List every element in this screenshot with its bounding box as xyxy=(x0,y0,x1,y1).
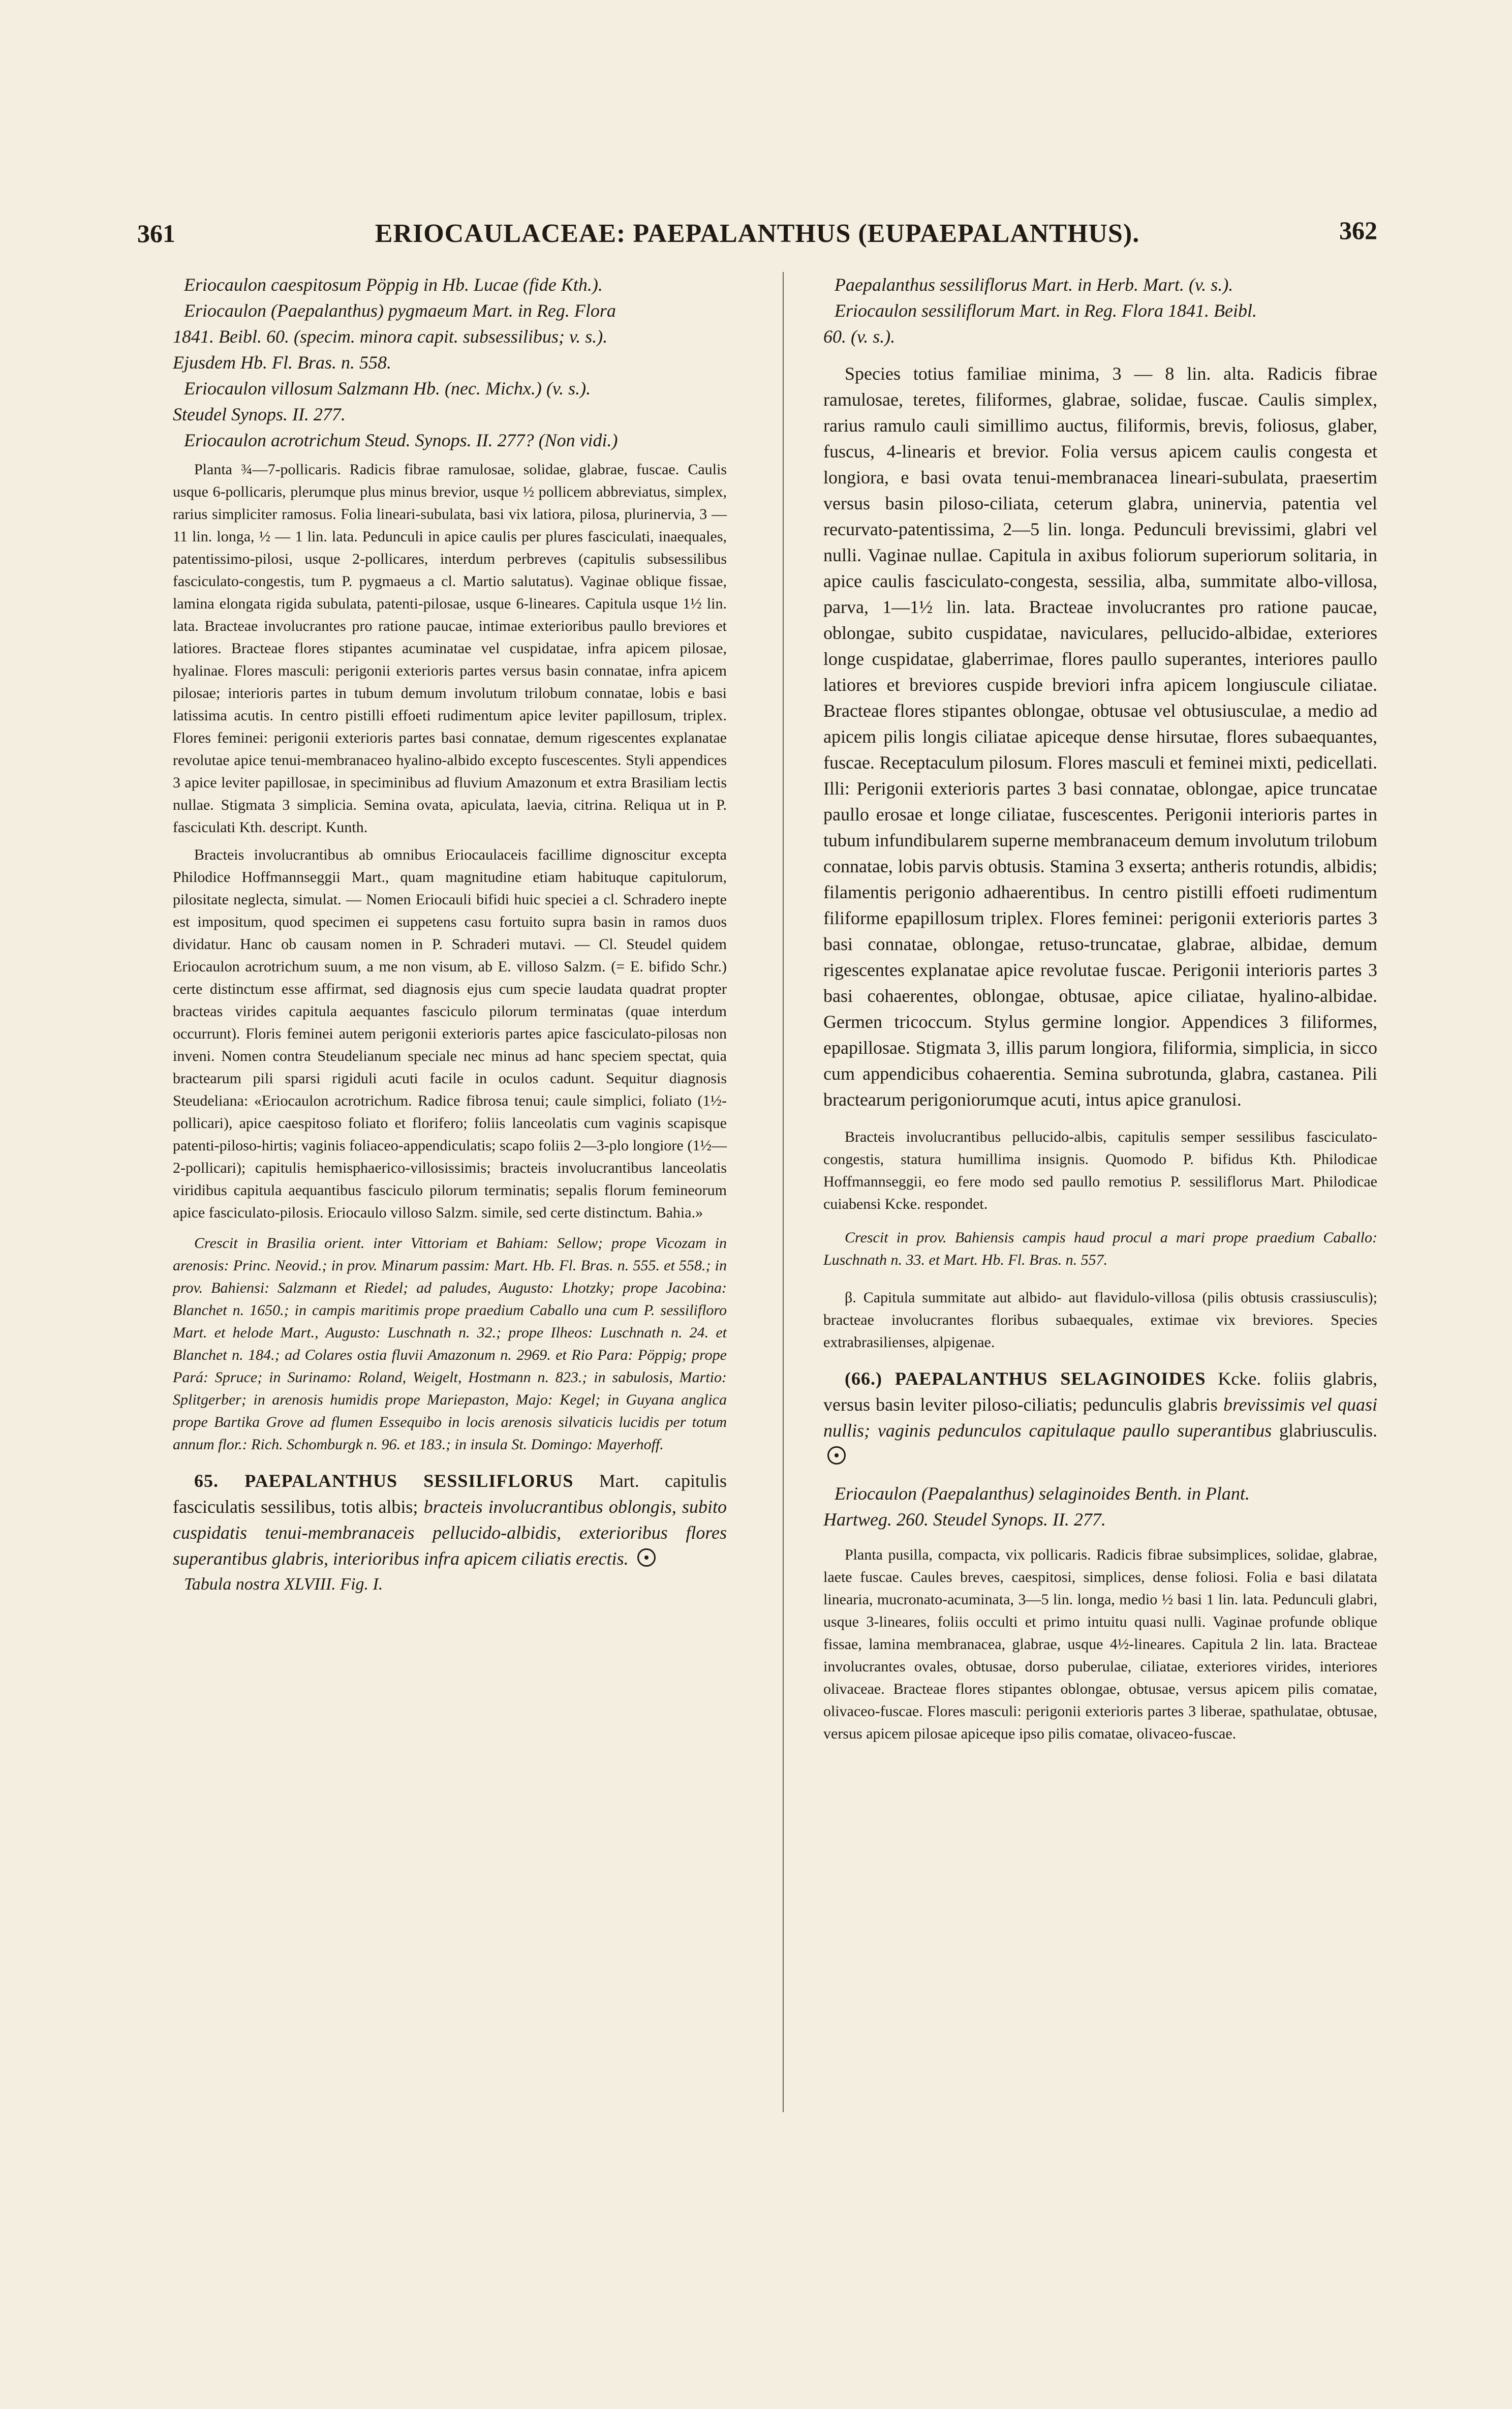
synonym-line: Paepalanthus sessiliflorus Mart. in Herb. Mart. (v. s.). xyxy=(835,275,1233,295)
perennial-symbol-icon xyxy=(827,1446,846,1465)
running-title: ERIOCAULACEAE: PAEPALANTHUS (EUPAEPALANTHUS). xyxy=(375,219,1140,248)
species-diagnosis-italic: brevissimis vel quasi nullis; vaginis pedunculos capitulaque paullo superantibus xyxy=(823,1394,1377,1441)
species-author: Mart. xyxy=(599,1471,639,1491)
locality-paragraph: Crescit in Brasilia orient. inter Vittoriam et Bahiam: Sellow; prope Vicozam in arenosis: Princ. Neovid.; in prov. Minarum passim: Mart. Hb. Fl. Bras. n. 555. et 558.; in prov. Bahiensi: Salzmann et Riedel; ad paludes, Augusto: Lhotzky; prope Jacobina: Blanchet n. 1650.; in campis maritimis prope praedium Caballo una cum P. sessilifloro Mart. et helode Mart., Augusto: Luschnath n. 32.; prope Ilheos: Luschnath n. 24. et Blanchet n. 184.; ad Colares ostia fluvii Amazonum n. 2969. et Rio Para: Pöppig; prope Pará: Spruce; in Surinamo: Roland, Weigelt, Hostmann n. 823.; in sabulosis, Martio: Splitgerber; in arenosis humidis prope Mariepaston, Majo: Kegel; in Guyana anglica prope Bartika Grove ad flumen Essequibo in locis arenosis silvaticis lucidis per totum annum flor.: Rich. Schomburgk n. 96. et 183.; in insula St. Domingo: Mayerhoff. xyxy=(173,1235,727,1453)
species-diagnosis: foliis glabris, versus basin leviter piloso-ciliatis; pedunculis glabris xyxy=(823,1368,1378,1415)
species-description: Planta pusilla, compacta, vix pollicaris. Radicis fibrae subsimplices, solidae, glabrae, laete fuscae. Caules breves, caespitosi, simplices, dense foliosi. Folia e basi dilatata linearia, mucronato-acuminata, 3—5 lin. longa, medio ½ basi 1 lin. lata. Pedunculi glabri, usque 3-lineares, foliis occulti et primo intuitu quasi nulli. Vaginae profunde oblique fissae, lamina membranacea, glabrae, usque 4½-lineares. Capitula 2 lin. lata. Bracteae involucrantes ovales, obtusae, dorso puberulae, ciliatae, exteriores virides, interiores olivaceae. Bracteae flores stipantes oblongae, obtusae, versus apicem pilis comatae, olivaceo-fuscae. Flores masculi: perigonii exterioris partes 3 liberae, spathulatae, obtusae, versus apicem pilosae apiceque ipso pilis comatae, olivaceo-fuscae. xyxy=(823,1546,1377,1742)
species-heading-65 xyxy=(173,1468,727,1572)
species-name: 65. PAEPALANTHUS SESSILIFLORUS xyxy=(194,1471,574,1491)
species-author: Kcke. xyxy=(1218,1368,1261,1389)
species-description: Planta ¾—7-pollicaris. Radicis fibrae ramulosae, solidae, glabrae, fuscae. Caulis usque 6-pollicaris, plerumque plus minus brevior, usque ½ pollicem abbreviatus, simplex, rarius simpliciter ramosus. Folia lineari-subulata, basi vix latiora, pilosa, plurinervia, 3 — 11 lin. longa, ½ — 1 lin. lata. Pedunculi in apice caulis per plures fasciculati, inaequales, patentissimo-pilosi, usque 2-pollicares, interdum perbreves (capitulis subsessilibus fasciculato-congestis, tum P. pygmaeus a cl. Martio salutatus). Vaginae oblique fissae, lamina elongata rigida subulata, patenti-pilosae, usque 6-lineares. Capitula usque 1½ lin. lata. Bracteae involucrantes pro ratione paucae, intimae exterioribus paullo breviores et latiores. Bracteae flores stipantes acuminatae vel cuspidatae, infra apicem pilosae, hyalinae. Flores masculi: perigonii exterioris partes versus basin connatae, infra apicem pilosae; interioris partes in tubum demum involutum trilobum connatae, lobis e basi latissima acutis. In centro pistilli effoeti rudimentum apice leviter papillosum, triplex. Flores feminei: perigonii exterioris partes basi connatae, demum rigescentes explanatae revolutae apice tenui-membranaceo hyalino-albido excepto fuscescentes. Styli appendices 3 apice leviter papillosae, in speciminibus ad fluvium Amazonum et extra Brasiliam lectis nullae. Stigmata 3 simplicia. Semina ovata, apiculata, laevia, citrina. Reliqua ut in P. fasciculati Kth. descript. Kunth. xyxy=(173,461,727,836)
right-column xyxy=(823,272,1377,1745)
column-divider xyxy=(783,272,784,2112)
synonym-line: 1841. Beibl. 60. (specim. minora capit. subsessilibus; v. s.). xyxy=(173,326,608,347)
synonym-line: Eriocaulon caespitosum Pöppig in Hb. Lucae (fide Kth.). xyxy=(184,275,603,295)
left-column xyxy=(173,272,727,1597)
locality-paragraph: Crescit in prov. Bahiensis campis haud procul a mari prope praedium Caballo: Luschnath n. 33. et Mart. Hb. Fl. Bras. n. 557. xyxy=(823,1229,1377,1268)
page-number-right: 362 xyxy=(1339,216,1377,245)
synonym-line: Eriocaulon sessiliflorum Mart. in Reg. Flora 1841. Beibl. xyxy=(835,300,1257,321)
synonym-line: Ejusdem Hb. Fl. Bras. n. 558. xyxy=(173,352,391,373)
synonym-line: Steudel Synops. II. 277. xyxy=(173,404,346,424)
synonym-line: Eriocaulon (Paepalanthus) selaginoides Benth. in Plant. xyxy=(835,1483,1250,1504)
species-diagnosis: capitulis fasciculatis sessilibus, totis albis; xyxy=(173,1471,727,1517)
species-heading-66 xyxy=(823,1366,1377,1470)
species-diagnosis-end: glabriusculis. xyxy=(1279,1420,1377,1441)
perennial-symbol-icon xyxy=(637,1548,656,1567)
species-diagnosis-italic: bracteis involucrantibus oblongis, subito cuspidatis tenui-membranaceis pellucido-albidis, exterioribus flores superantibus glabris, interioribus infra apicem ciliatis erectis. xyxy=(173,1497,727,1569)
observation-paragraph: Bracteis involucrantibus pellucido-albis, capitulis semper sessilibus fasciculato-congestis, statura humillima insignis. Quomodo P. bifidus Kth. Philodicae Hoffmannseggii, eo fere modo sed paullo remotius P. sessiliflorus Mart. Philodicae cuiabensi Kcke. respondet. xyxy=(823,1129,1377,1212)
synonym-line: Eriocaulon villosum Salzmann Hb. (nec. Michx.) (v. s.). xyxy=(184,378,591,399)
page-number-left: 361 xyxy=(137,219,175,248)
page-header xyxy=(137,216,1377,259)
species-name: (66.) PAEPALANTHUS SELAGINOIDES xyxy=(845,1368,1206,1389)
plate-reference: Tabula nostra XLVIII. Fig. I. xyxy=(184,1575,383,1594)
synonym-line: 60. (v. s.). xyxy=(823,326,896,347)
synonym-line: Eriocaulon (Paepalanthus) pygmaeum Mart. in Reg. Flora xyxy=(184,300,616,321)
synonym-line: Eriocaulon acrotrichum Steud. Synops. II. 277? (Non vidi.) xyxy=(184,430,618,450)
variety-beta-note: β. Capitula summitate aut albido- aut flavidulo-villosa (pilis obtusis crassiusculis); bracteae involucrantes floribus subaequales, extimae vix breviores. Species extrabrasilienses, alpigenae. xyxy=(823,1289,1377,1351)
observation-paragraph: Bracteis involucrantibus ab omnibus Eriocaulaceis facillime dignoscitur excepta Philodice Hoffmannseggii Mart., quam magnitudine etiam habituque capitulorum, pilositate neglecta, simulat. — Nomen Eriocauli bifidi huic speciei a cl. Schradero inepte est impositum, quod specimen ei suppetens casu fortuito supra basin in ramos duos dividatur. Hanc ob causam nomen in P. Schraderi mutavi. — Cl. Steudel quidem Eriocaulon acrotrichum suum, a me non visum, ab E. villoso Salzm. (= E. bifido Schr.) certe distinctum esse affirmat, sed diagnosis ejus cum specie laudata quadrat propter bracteas virides capitula aequantes fasciculo pilorum terminatas (quae interdum occurrunt). Floris feminei autem perigonii exterioris partes apice fasciculato-pilosas non inveni. Nomen contra Steudelianum speciale nec minus ad hanc speciem spectat, quia bractearum pili sparsi rigiduli acuti facile in oculos cadunt. Sequitur diagnosis Steudeliana: «Eriocaulon acrotrichum. Radice fibrosa tenui; caule simplici, foliato (1½-pollicari), apice caespitoso foliato et florifero; foliis lanceolatis cum vaginis scapisque patenti-piloso-hirtis; vaginis foliaceo-appendiculatis; scapo foliis 2—3-plo longiore (1½—2-pollicari); capitulis hemisphaerico-villosissimis; bracteis involucrantibus lanceolatis viridibus capitula aequantibus fasciculo pilorum terminatis; sepalis florum femineorum apice fasciculato-pilosis. Eriocaulo villoso Salzm. simile, sed certe distinctum. Bahia.» xyxy=(173,846,727,1221)
species-description: Species totius familiae minima, 3 — 8 lin. alta. Radicis fibrae ramulosae, teretes, filiformes, glabrae, solidae, fuscae. Caulis simplex, rarius ramulo cauli simillimo auctus, filiformis, brevis, foliosus, glaber, fuscus, 4-linearis et brevior. Folia versus apicem caulis congesta et longiora, e basi ovata tenui-membranacea lineari-subulata, praesertim versus basin piloso-ciliata, ceterum glabra, uninervia, patentia vel recurvato-patentissima, 2—5 lin. longa. Pedunculi brevissimi, glabri vel nulli. Vaginae nullae. Capitula in axibus foliorum superiorum solitaria, in apice caulis fasciculato-congesta, sessilia, alba, summitate albo-villosa, parva, 1—1½ lin. lata. Bracteae involucrantes pro ratione paucae, oblongae, subito cuspidatae, naviculares, pellucido-albidae, exteriores longe cuspidatae, glaberrimae, flores paullo superantes, interiores paullo latiores et breviores cuspide breviori infra apicem longiuscule ciliatae. Bracteae flores stipantes oblongae, obtusae vel obtusiusculae, a medio ad apicem pilis longis ciliatae apiceque dense hirsutae, flores subaequantes, fuscae. Receptaculum pilosum. Flores masculi et feminei mixti, pedicellati. Illi: Perigonii exterioris partes 3 basi connatae, oblongae, apice truncatae paullo erosae et longe ciliatae, fuscescentes. Perigonii interioris partes in tubum infundibularem superne membranaceum demum involutum trilobum connatae, lobis parvis obtusis. Stamina 3 exserta; antheris rotundis, albidis; filamentis perigonio adhaerentibus. In centro pistilli effoeti rudimentum filiforme epapillosum triplex. Flores feminei: perigonii exterioris partes 3 basi connatae, oblongae, retuso-truncatae, glabrae, albidae, demum rigescentes explanatae apice revolutae fuscae. Perigonii interioris partes 3 basi cohaerentes, oblongae, obtusae, apice ciliatae, hyalino-albidae. Germen tricoccum. Stylus germine longior. Appendices 3 filiformes, epapillosae. Stigmata 3, illis parum longiora, filiformia, simplicia, in sicco cum appendicibus cohaerentia. Semina subrotunda, glabra, castanea. Pili bractearum perigoniorumque acuti, intus apice granulosi. xyxy=(823,363,1377,1110)
synonym-line: Hartweg. 260. Steudel Synops. II. 277. xyxy=(823,1509,1106,1530)
